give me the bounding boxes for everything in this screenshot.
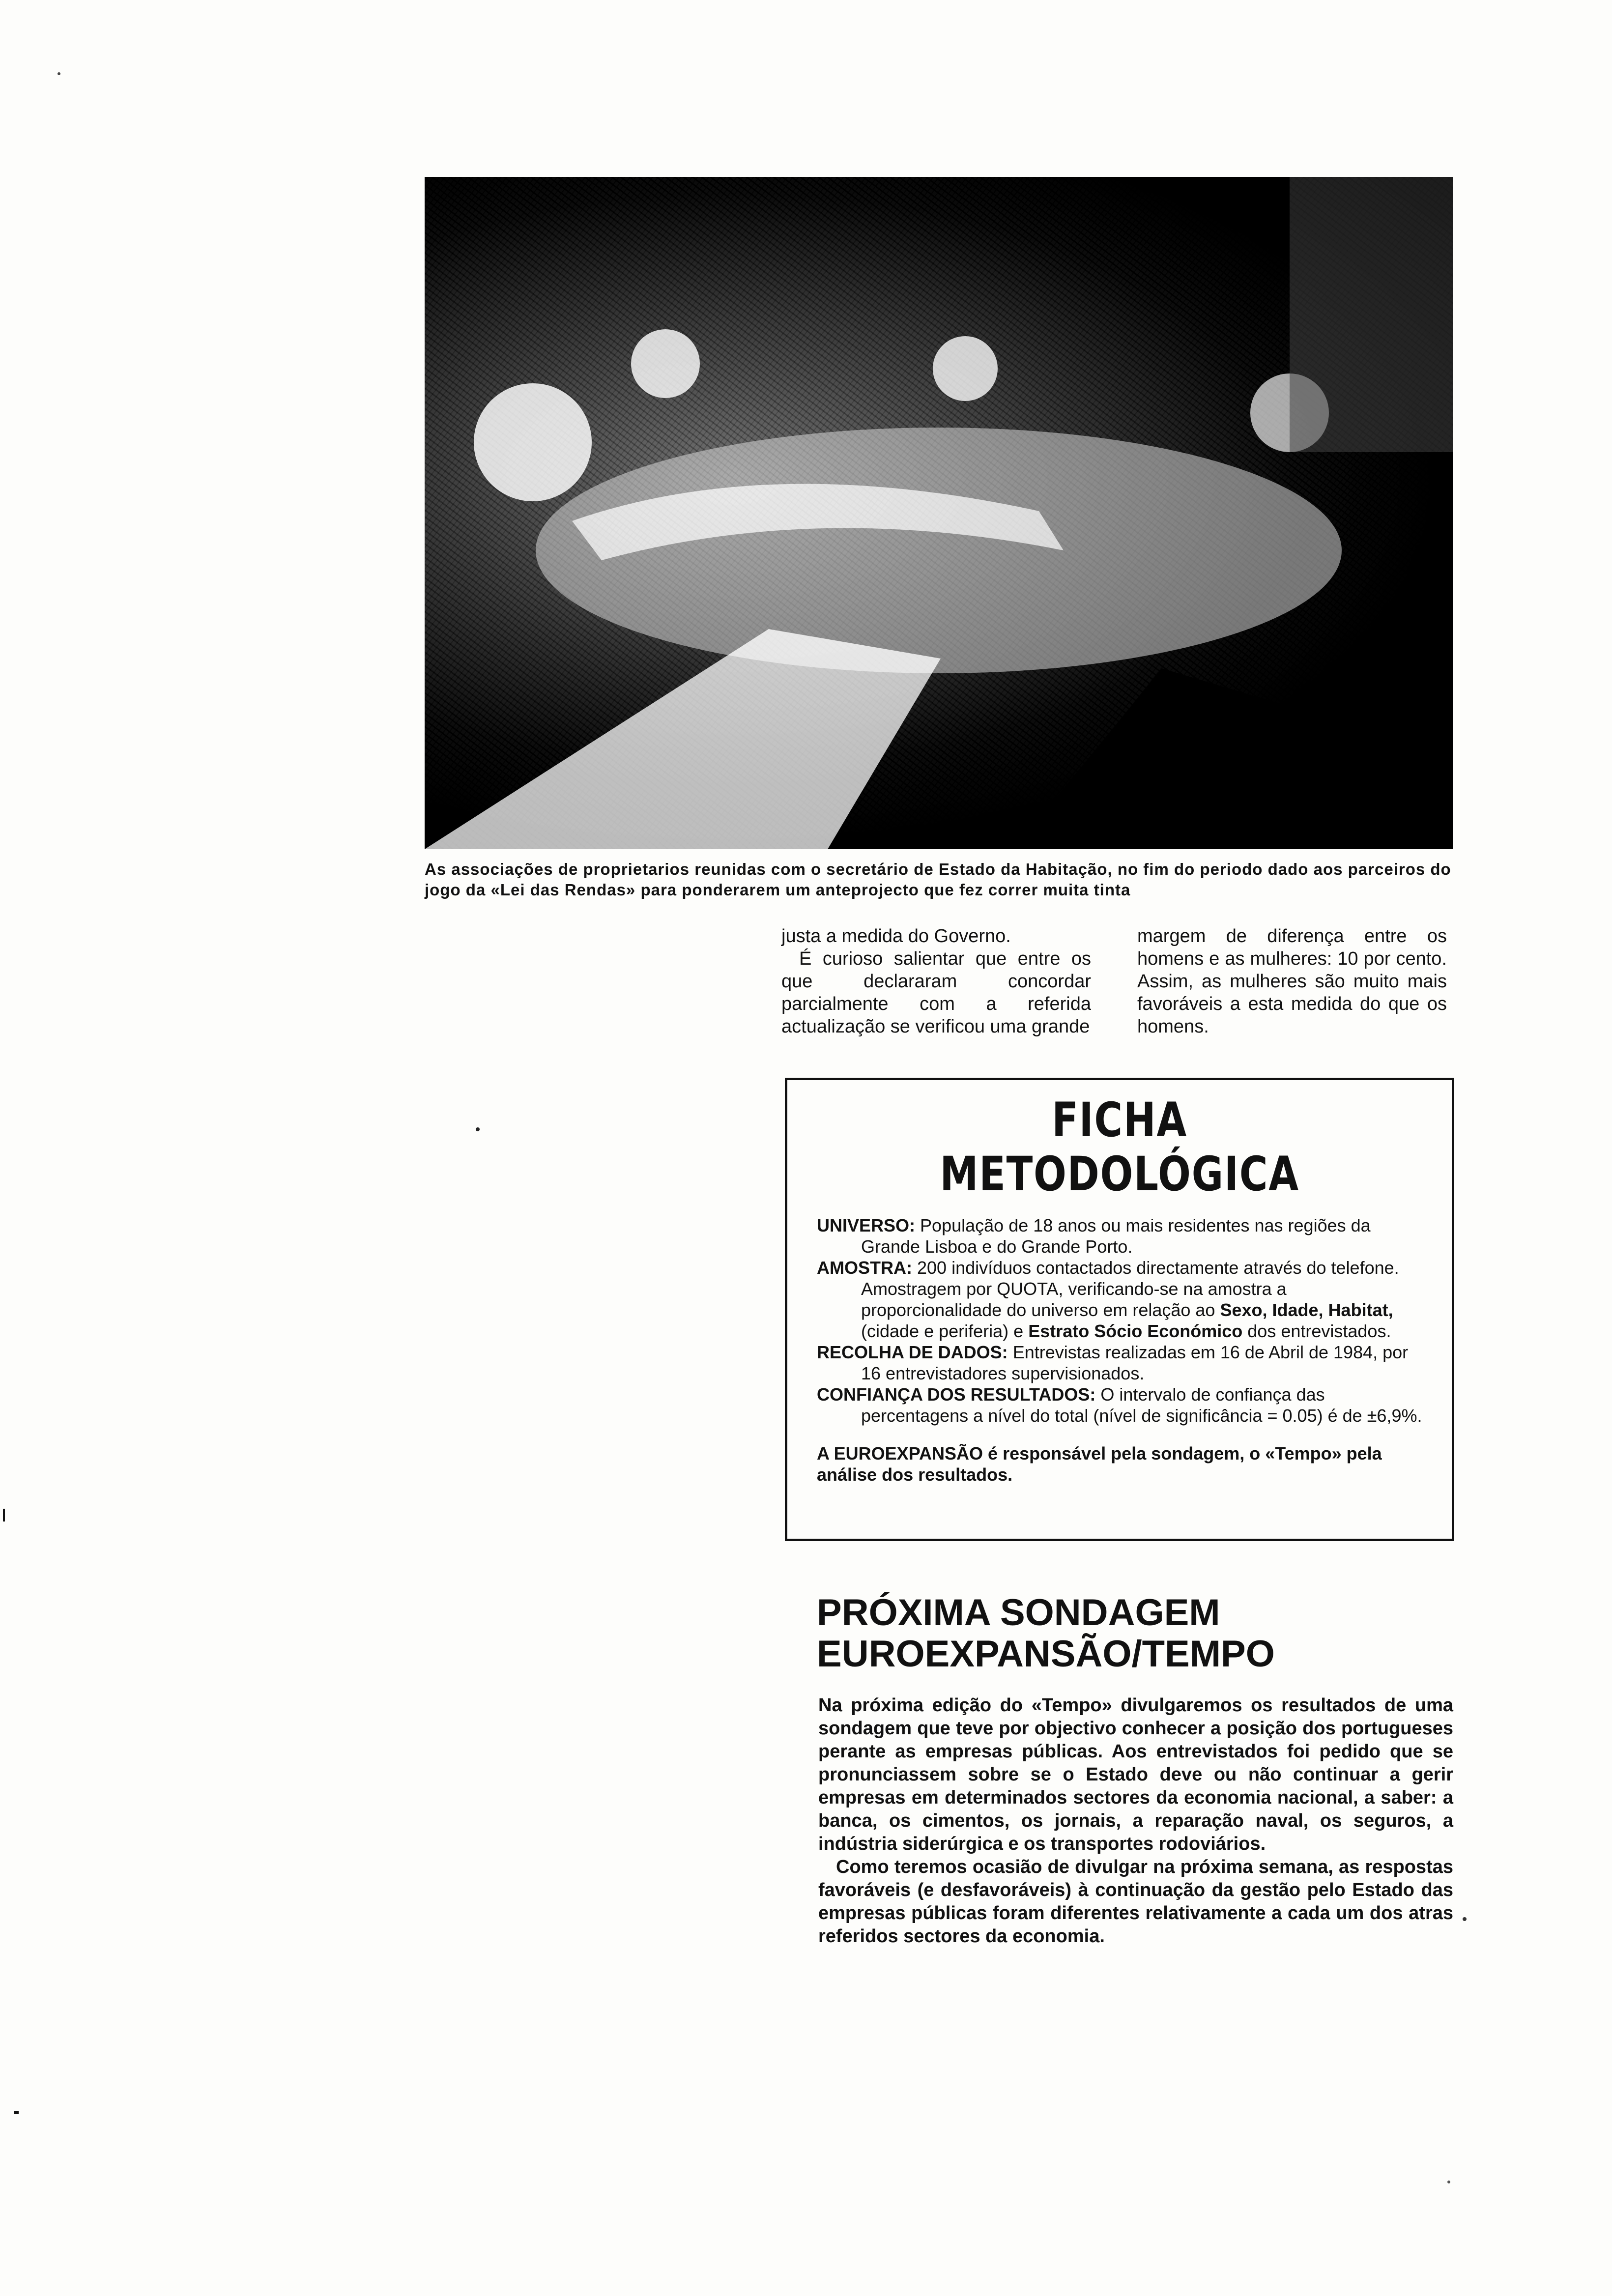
recolha-text: Entrevistas realizadas em 16 de Abril de 1984, por 16 entrevistadores supervisionados. — [861, 1342, 1409, 1383]
photo-caption: As associações de proprietarios reunidas com o secretário de Estado da Habitação, no fim do periodo dado aos parceiros do jogo da «Lei das Rendas» para ponderarem um anteprojecto que fez correr muita tinta — [425, 860, 1451, 899]
universo-text: População de 18 anos ou mais residentes nas regiões da Grande Lisboa e do Grande Porto. — [861, 1215, 1371, 1257]
title-line: PRÓXIMA SONDAGEM — [817, 1592, 1220, 1634]
ficha-title: FICHA METODOLÓGICA — [940, 1092, 1299, 1202]
amostra-text: dos entrevistados. — [1247, 1321, 1391, 1341]
recolha-label: RECOLHA DE DADOS: — [817, 1342, 1008, 1362]
confianca-label: CONFIANÇA DOS RESULTADOS: — [817, 1384, 1096, 1405]
article-paragraph: justa a medida do Governo. — [781, 926, 1011, 947]
article-paragraph: margem de diferença entre os homens e as mulheres: 10 por cento. Assim, as mulheres são muito mais favoráveis a esta medida do que os homens. — [1137, 926, 1447, 1037]
title-line: EUROEXPANSÃO/TEMPO — [817, 1633, 1275, 1675]
amostra-bold: Estrato Sócio Económico — [1028, 1321, 1243, 1341]
amostra-bold: Sexo, Idade, Habitat, — [1220, 1300, 1393, 1320]
ficha-footer: A EUROEXPANSÃO é responsável pela sondagem, o «Tempo» pela análise dos resultados. — [817, 1443, 1382, 1485]
confianca-text: O intervalo de confiança das percentagens a nível do total (nível de significância = 0.05) é de ±6,9%. — [861, 1384, 1422, 1426]
amostra-label: AMOSTRA: — [817, 1258, 912, 1278]
amostra-text: (cidade e periferia) e — [861, 1321, 1024, 1341]
universo-label: UNIVERSO: — [817, 1215, 916, 1235]
proxima-paragraph: Na próxima edição do «Tempo» divulgaremos os resultados de uma sondagem que teve por objectivo conhecer a posição dos portugueses perante as empresas públicas. Aos entrevistados foi pedido que se pronunciassem sobre se o Estado deve ou não continuar a gerir empresas em determinados sectores da economia nacional, a saber: a banca, os cimentos, os jornais, a reparação naval, os seguros, a indústria siderúrgica e os transportes rodoviários. — [818, 1695, 1453, 1854]
proxima-paragraph: Como teremos ocasião de divulgar na próxima semana, as respostas favoráveis (e desfavoráveis) à continuação da gestão pelo Estado das empresas públicas foram diferentes relativamente a cada um dos atras referidos sectores da economia. — [818, 1857, 1453, 1947]
amostra-text: 200 indivíduos contactados directamente através do telefone. Amostragem por QUOTA, verificando-se na amostra a proporcionalidade do universo em relação ao — [861, 1258, 1399, 1320]
article-paragraph: É curioso salientar que entre os que declararam concordar parcialmente com a referida actualização se verificou uma grande — [781, 948, 1091, 1037]
